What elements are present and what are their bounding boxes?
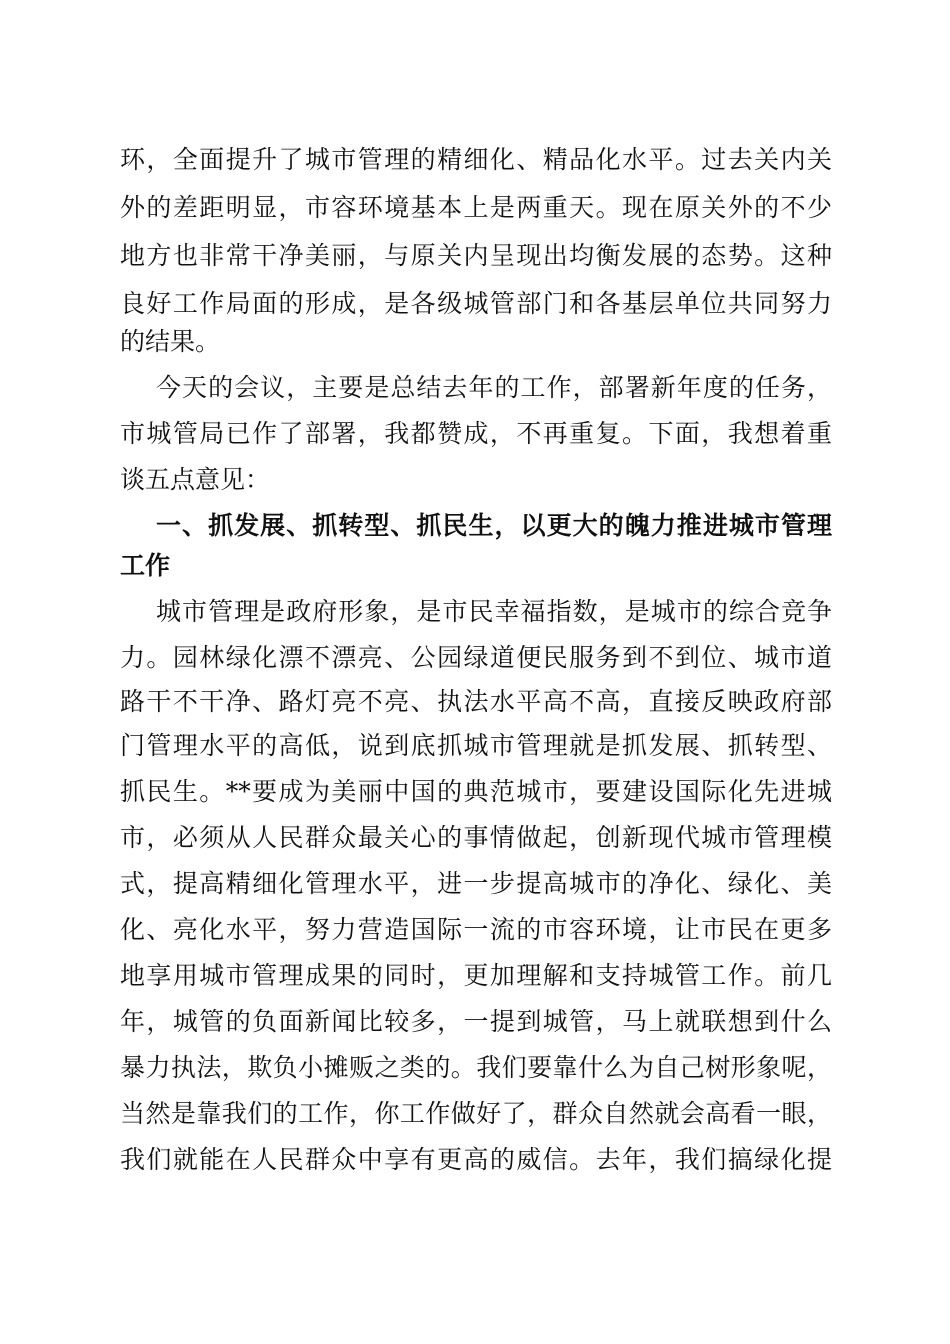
text-line: 谈五点意见： bbox=[120, 465, 271, 494]
text-line: 化、亮化水平，努力营造国际一流的市容环境，让市民在更多 bbox=[120, 915, 832, 944]
text-line: 年，城管的负面新闻比较多，一提到城管，马上就联想到什么 bbox=[120, 1007, 832, 1036]
text-line: 市，必须从人民群众最关心的事情做起，创新现代城市管理模 bbox=[120, 823, 832, 852]
text-line: 今天的会议，主要是总结去年的工作，部署新年度的任务， bbox=[156, 373, 832, 402]
text-line: 环，全面提升了城市管理的精细化、精品化水平。过去关内关 bbox=[120, 145, 832, 174]
text-line: 我们就能在人民群众中享有更高的威信。去年，我们搞绿化提 bbox=[120, 1145, 832, 1174]
text-line: 地享用城市管理成果的同时，更加理解和支持城管工作。前几 bbox=[120, 961, 832, 990]
text-line: 良好工作局面的形成，是各级城管部门和各基层单位共同努力 bbox=[120, 289, 832, 318]
text-line: 暴力执法，欺负小摊贩之类的。我们要靠什么为自己树形象呢， bbox=[120, 1053, 832, 1082]
text-line: 式，提高精细化管理水平，进一步提高城市的净化、绿化、美 bbox=[120, 869, 832, 898]
text-line: 抓民生。**要成为美丽中国的典范城市，要建设国际化先进城 bbox=[120, 777, 832, 806]
text-line: 市城管局已作了部署，我都赞成，不再重复。下面，我想着重 bbox=[120, 419, 832, 448]
text-line: 地方也非常干净美丽，与原关内呈现出均衡发展的态势。这种 bbox=[120, 241, 832, 270]
text-line: 的结果。 bbox=[120, 327, 221, 356]
text-line: 城市管理是政府形象，是市民幸福指数，是城市的综合竞争 bbox=[156, 597, 832, 626]
text-line: 路干不干净、路灯亮不亮、执法水平高不高，直接反映政府部 bbox=[120, 687, 832, 716]
section-heading: 工作 bbox=[120, 551, 171, 580]
section-heading: 一、抓发展、抓转型、抓民生，以更大的魄力推进城市管理 bbox=[156, 511, 832, 540]
text-line: 门管理水平的高低，说到底抓城市管理就是抓发展、抓转型、 bbox=[120, 731, 832, 760]
text-line: 力。园林绿化漂不漂亮、公园绿道便民服务到不到位、城市道 bbox=[120, 643, 832, 672]
text-line: 外的差距明显，市容环境基本上是两重天。现在原关外的不少 bbox=[120, 193, 832, 222]
text-line: 当然是靠我们的工作，你工作做好了，群众自然就会高看一眼， bbox=[120, 1099, 832, 1128]
